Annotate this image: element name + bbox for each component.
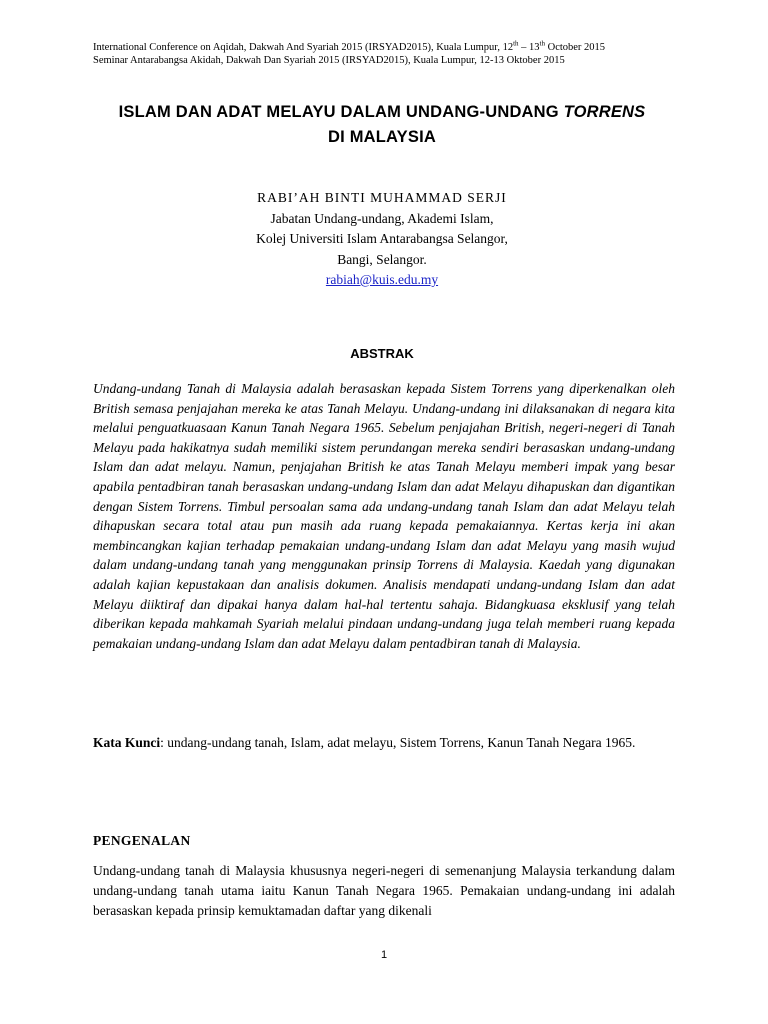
- header-line1-text: International Conference on Aqidah, Dakwah And Syariah 2015 (IRSYAD2015), Kuala Lumpur, 12: [93, 42, 514, 53]
- author-institution: Kolej Universiti Islam Antarabangsa Selangor,: [256, 231, 508, 246]
- abstract-text: Undang-undang Tanah di Malaysia adalah berasaskan kepada Sistem Torrens yang diperkenalkan oleh British semasa penjajahan mereka ke atas Tanah Melayu. Undang-undang ini dilaksanakan di negara kita melalui penguatkuasaan Kanun Tanah Negara 1965. Sebelum penjajahan British, negeri-negeri di Tanah Melayu pada hakikatnya sudah memiliki sistem perundangan mereka sendiri berasaskan undang-undang Islam dan adat melayu. Namun, penjajahan British ke atas Tanah Melayu memberi impak yang besar apabila pentadbiran tanah berasaskan undang-undang Islam dan adat Melayu dihapuskan dan digantikan dengan Sistem Torrens. Timbul persoalan sama ada undang-undang tanah Islam dan adat Melayu telah dihapuskan secara total atau pun masih ada ruang kepada pemakaiannya. Kertas kerja ini akan membincangkan kajian terhadap pemakaian undang-undang Islam dan adat Melayu yang masih wujud dalam undang-undang tanah yang menggunakan prinsip Torrens di Malaysia. Kaedah yang digunakan adalah kajian kepustakaan dan analisis dokumen. Analisis mendapati undang-undang Islam dan adat Melayu diiktiraf dan dipakai hanya dalam hal-hal tertentu sahaja. Bidangkuasa eksklusif yang telah diberikan kepada mahkamah Syariah melalui pindaan undang-undang juga telah memberi ruang kepada pemakaian undang-undang Islam dan adat Melayu dalam pentadbiran tanah di Malaysia.: [93, 381, 675, 651]
- keywords-text: : undang-undang tanah, Islam, adat melayu, Sistem Torrens, Kanun Tanah Negara 1965.: [160, 735, 636, 750]
- title-line-1: [80, 100, 684, 125]
- header-line-malay: Seminar Antarabangsa Akidah, Dakwah Dan Syariah 2015 (IRSYAD2015), Kuala Lumpur, 12-13 Oktober 2015: [93, 55, 565, 66]
- author-department: Jabatan Undang-undang, Akademi Islam,: [270, 210, 494, 226]
- title-line1-plain: ISLAM DAN ADAT MELAYU DALAM UNDANG-UNDANG: [118, 103, 564, 121]
- author-block: [80, 188, 684, 291]
- author-location: Bangi, Selangor.: [337, 251, 427, 267]
- title-line-2: DI MALAYSIA: [328, 128, 436, 146]
- header-sup-2: th: [539, 39, 545, 48]
- paper-title: [80, 100, 684, 150]
- title-line1-italic: TORRENS: [563, 103, 646, 121]
- header-line1-post: October 2015: [544, 42, 606, 53]
- keywords-label: Kata Kunci: [93, 735, 161, 750]
- header-line-english: [93, 41, 693, 54]
- keywords-paragraph: [93, 733, 675, 753]
- running-header: [93, 41, 693, 67]
- abstract-heading: ABSTRAK: [350, 346, 414, 361]
- author-email-link[interactable]: rabiah@kuis.edu.my: [325, 272, 439, 287]
- introduction-text: Undang-undang tanah di Malaysia khususnya negeri-negeri di semenanjung Malaysia terkandung dalam undang-undang tanah utama iaitu Kanun Tanah Negara 1965. Pemakaian undang-undang ini adalah berasaskan kepada prinsip kemuktamadan daftar yang dikenali: [93, 863, 675, 918]
- page-number: 1: [380, 949, 388, 961]
- author-name: RABI’AH BINTI MUHAMMAD SERJI: [257, 190, 507, 205]
- introduction-heading: PENGENALAN: [93, 833, 191, 848]
- header-line1-mid: – 13: [518, 42, 540, 53]
- header-sup-1: th: [513, 39, 519, 48]
